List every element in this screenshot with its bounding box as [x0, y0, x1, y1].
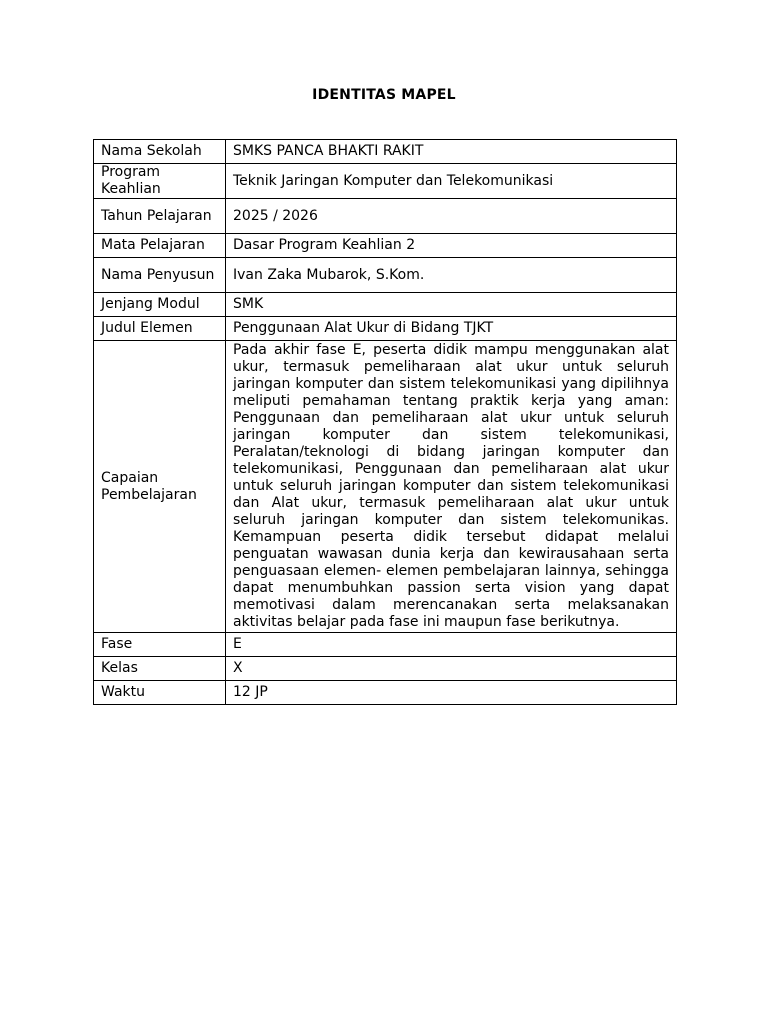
row-label: Fase [94, 633, 226, 657]
row-label: Judul Elemen [94, 317, 226, 341]
table-row [94, 681, 677, 705]
table-row [94, 317, 677, 341]
row-value: Pada akhir fase E, peserta didik mampu menggunakan alat ukur, termasuk pemeliharaan alat ukur untuk seluruh jaringan komputer dan sistem telekomunikasi yang dipilihnya meliputi pemahaman tentang praktik kerja yang aman: Penggunaan dan pemeliharaan alat ukur untuk seluruh jaringan komputer dan sistem telekomunikasi, Peralatan/teknologi di bidang jaringan komputer dan telekomunikasi, Penggunaan dan pemeliharaan alat ukur untuk seluruh jaringan komputer dan sistem telekomunikasi dan Alat ukur, termasuk pemeliharaan alat ukur untuk seluruh jaringan komputer dan sistem telekomunikas. Kemampuan peserta didik tersebut didapat melalui penguatan wawasan dunia kerja dan kewirausahaan serta penguasaan elemen- elemen pembelajaran lainnya, sehingga dapat menumbuhkan passion serta vision yang dapat memotivasi dalam merencanakan serta melaksanakan aktivitas belajar pada fase ini maupun fase berikutnya. [226, 341, 677, 633]
table-row [94, 633, 677, 657]
row-label: Jenjang Modul [94, 293, 226, 317]
row-value: SMKS PANCA BHAKTI RAKIT [226, 140, 677, 164]
page-title: IDENTITAS MAPEL [312, 87, 456, 103]
row-value: Dasar Program Keahlian 2 [226, 234, 677, 258]
row-label: Mata Pelajaran [94, 234, 226, 258]
row-label: Nama Sekolah [94, 140, 226, 164]
row-value: X [226, 657, 677, 681]
identity-table [93, 139, 677, 705]
table-row [94, 341, 677, 633]
table-row [94, 258, 677, 293]
row-value: Penggunaan Alat Ukur di Bidang TJKT [226, 317, 677, 341]
table-row [94, 234, 677, 258]
table-row [94, 199, 677, 234]
row-label: Nama Penyusun [94, 258, 226, 293]
table-row [94, 657, 677, 681]
row-label: Kelas [94, 657, 226, 681]
row-label: Program Keahlian [94, 164, 226, 199]
row-value: E [226, 633, 677, 657]
row-label: Waktu [94, 681, 226, 705]
table-row [94, 293, 677, 317]
row-value: Teknik Jaringan Komputer dan Telekomunikasi [226, 164, 677, 199]
row-value: 12 JP [226, 681, 677, 705]
row-value: Ivan Zaka Mubarok, S.Kom. [226, 258, 677, 293]
row-label: Tahun Pelajaran [94, 199, 226, 234]
row-label: Capaian Pembelajaran [94, 341, 226, 633]
table-row [94, 140, 677, 164]
row-value: SMK [226, 293, 677, 317]
row-value: 2025 / 2026 [226, 199, 677, 234]
table-row [94, 164, 677, 199]
